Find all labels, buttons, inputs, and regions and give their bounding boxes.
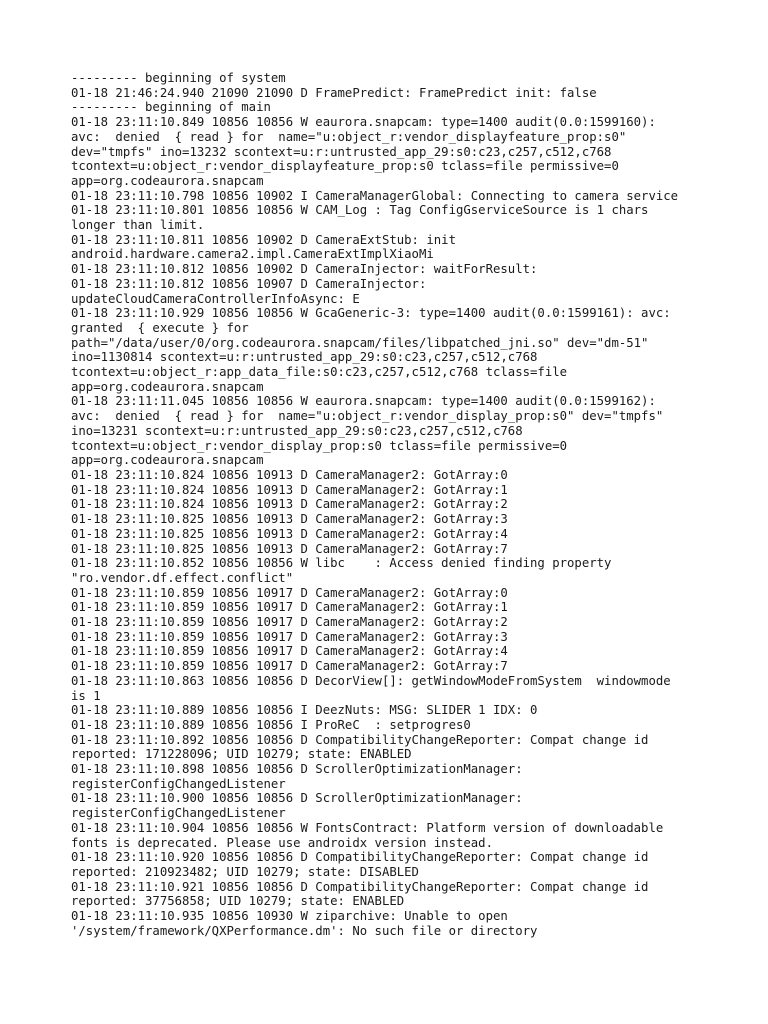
log-line: 01-18 23:11:11.045 10856 10856 W eaurora.snapcam: type=1400 audit(0.0:1599162): xyxy=(71,394,656,409)
log-line: android.hardware.camera2.impl.CameraExtImplXiaoMi xyxy=(71,247,434,262)
log-line: is 1 xyxy=(71,688,101,703)
log-line: 01-18 23:11:10.852 10856 10856 W libc : Access denied finding property xyxy=(71,556,612,571)
log-line: longer than limit. xyxy=(71,218,205,233)
log-line: app=org.codeaurora.snapcam xyxy=(71,453,264,468)
log-line: 01-18 23:11:10.889 10856 10856 I DeezNuts: MSG: SLIDER 1 IDX: 0 xyxy=(71,703,538,718)
log-line: --------- beginning of system xyxy=(71,71,286,85)
log-line: 01-18 23:11:10.863 10856 10856 D DecorView[]: getWindowModeFromSystem windowmode xyxy=(71,673,671,688)
log-line: 01-18 23:11:10.904 10856 10856 W FontsContract: Platform version of downloadable xyxy=(71,820,664,835)
log-line: 01-18 23:11:10.811 10856 10902 D CameraExtStub: init xyxy=(71,232,456,247)
log-line: 01-18 23:11:10.824 10856 10913 D CameraManager2: GotArray:0 xyxy=(71,467,508,482)
log-line: 01-18 23:11:10.892 10856 10856 D CompatibilityChangeReporter: Compat change id xyxy=(71,732,649,747)
log-line: 01-18 23:11:10.859 10856 10917 D CameraManager2: GotArray:1 xyxy=(71,600,508,615)
log-line: 01-18 23:11:10.812 10856 10907 D CameraInjector: xyxy=(71,276,427,291)
log-line: reported: 37756858; UID 10279; state: ENABLED xyxy=(71,894,405,909)
log-line: "ro.vendor.df.effect.conflict" xyxy=(71,570,294,585)
log-line: 01-18 23:11:10.898 10856 10856 D ScrollerOptimizationManager: xyxy=(71,762,523,777)
log-line: 01-18 23:11:10.900 10856 10856 D ScrollerOptimizationManager: xyxy=(71,791,523,806)
log-line: avc: denied { read } for name="u:object_r:vendor_displayfeature_prop:s0" xyxy=(71,129,627,144)
log-line: 01-18 23:11:10.824 10856 10913 D CameraManager2: GotArray:1 xyxy=(71,482,508,497)
log-line: 01-18 23:11:10.825 10856 10913 D CameraManager2: GotArray:3 xyxy=(71,512,508,527)
log-line: app=org.codeaurora.snapcam xyxy=(71,379,264,394)
log-line: tcontext=u:object_r:vendor_displayfeature_prop:s0 tclass=file permissive=0 xyxy=(71,159,619,174)
log-line: tcontext=u:object_r:vendor_display_prop:s0 tclass=file permissive=0 xyxy=(71,438,568,453)
log-line: dev="tmpfs" ino=13232 scontext=u:r:untrusted_app_29:s0:c23,c257,c512,c768 xyxy=(71,144,612,159)
log-line: 01-18 23:11:10.825 10856 10913 D CameraManager2: GotArray:4 xyxy=(71,526,508,541)
log-line: ino=13231 scontext=u:r:untrusted_app_29:s0:c23,c257,c512,c768 xyxy=(71,423,523,438)
log-line: registerConfigChangedListener xyxy=(71,806,286,821)
log-line: reported: 171228096; UID 10279; state: ENABLED xyxy=(71,747,412,762)
log-document xyxy=(71,71,711,938)
log-line: app=org.codeaurora.snapcam xyxy=(71,173,264,188)
log-line: 01-18 23:11:10.824 10856 10913 D CameraManager2: GotArray:2 xyxy=(71,497,508,512)
log-line: '/system/framework/QXPerformance.dm': No such file or directory xyxy=(71,923,538,938)
log-line: 01-18 21:46:24.940 21090 21090 D FramePredict: FramePredict init: false xyxy=(71,85,597,100)
log-line: 01-18 23:11:10.859 10856 10917 D CameraManager2: GotArray:3 xyxy=(71,629,508,644)
log-line: fonts is deprecated. Please use androidx version instead. xyxy=(71,835,493,850)
log-line: 01-18 23:11:10.801 10856 10856 W CAM_Log : Tag ConfigGserviceSource is 1 chars xyxy=(71,203,649,218)
log-line: 01-18 23:11:10.859 10856 10917 D CameraManager2: GotArray:2 xyxy=(71,615,508,630)
log-line: reported: 210923482; UID 10279; state: DISABLED xyxy=(71,864,419,879)
log-line: --------- beginning of main xyxy=(71,100,271,115)
log-line: 01-18 23:11:10.935 10856 10930 W ziparchive: Unable to open xyxy=(71,909,508,924)
log-line: 01-18 23:11:10.849 10856 10856 W eaurora.snapcam: type=1400 audit(0.0:1599160): xyxy=(71,115,656,130)
log-line: 01-18 23:11:10.798 10856 10902 I CameraManagerGlobal: Connecting to camera service xyxy=(71,188,679,203)
log-line: registerConfigChangedListener xyxy=(71,776,286,791)
log-line: path="/data/user/0/org.codeaurora.snapcam/files/libpatched_jni.so" dev="dm-51" xyxy=(71,335,649,350)
log-line: 01-18 23:11:10.812 10856 10902 D CameraInjector: waitForResult: xyxy=(71,262,538,277)
log-line: 01-18 23:11:10.859 10856 10917 D CameraManager2: GotArray:0 xyxy=(71,585,508,600)
log-line: granted { execute } for xyxy=(71,320,249,335)
log-line: 01-18 23:11:10.859 10856 10917 D CameraManager2: GotArray:4 xyxy=(71,644,508,659)
log-line: 01-18 23:11:10.921 10856 10856 D CompatibilityChangeReporter: Compat change id xyxy=(71,879,649,894)
log-line: 01-18 23:11:10.929 10856 10856 W GcaGeneric-3: type=1400 audit(0.0:1599161): avc: xyxy=(71,306,671,321)
log-line: 01-18 23:11:10.920 10856 10856 D CompatibilityChangeReporter: Compat change id xyxy=(71,850,649,865)
log-line: 01-18 23:11:10.825 10856 10913 D CameraManager2: GotArray:7 xyxy=(71,541,508,556)
log-line: tcontext=u:object_r:app_data_file:s0:c23,c257,c512,c768 tclass=file xyxy=(71,365,568,380)
log-line: updateCloudCameraControllerInfoAsync: E xyxy=(71,291,360,306)
log-line: 01-18 23:11:10.859 10856 10917 D CameraManager2: GotArray:7 xyxy=(71,659,508,674)
log-line: avc: denied { read } for name="u:object_r:vendor_display_prop:s0" dev="tmpfs" xyxy=(71,409,664,424)
log-line: ino=1130814 scontext=u:r:untrusted_app_29:s0:c23,c257,c512,c768 xyxy=(71,350,538,365)
log-line: 01-18 23:11:10.889 10856 10856 I ProReC : setprogres0 xyxy=(71,717,471,732)
